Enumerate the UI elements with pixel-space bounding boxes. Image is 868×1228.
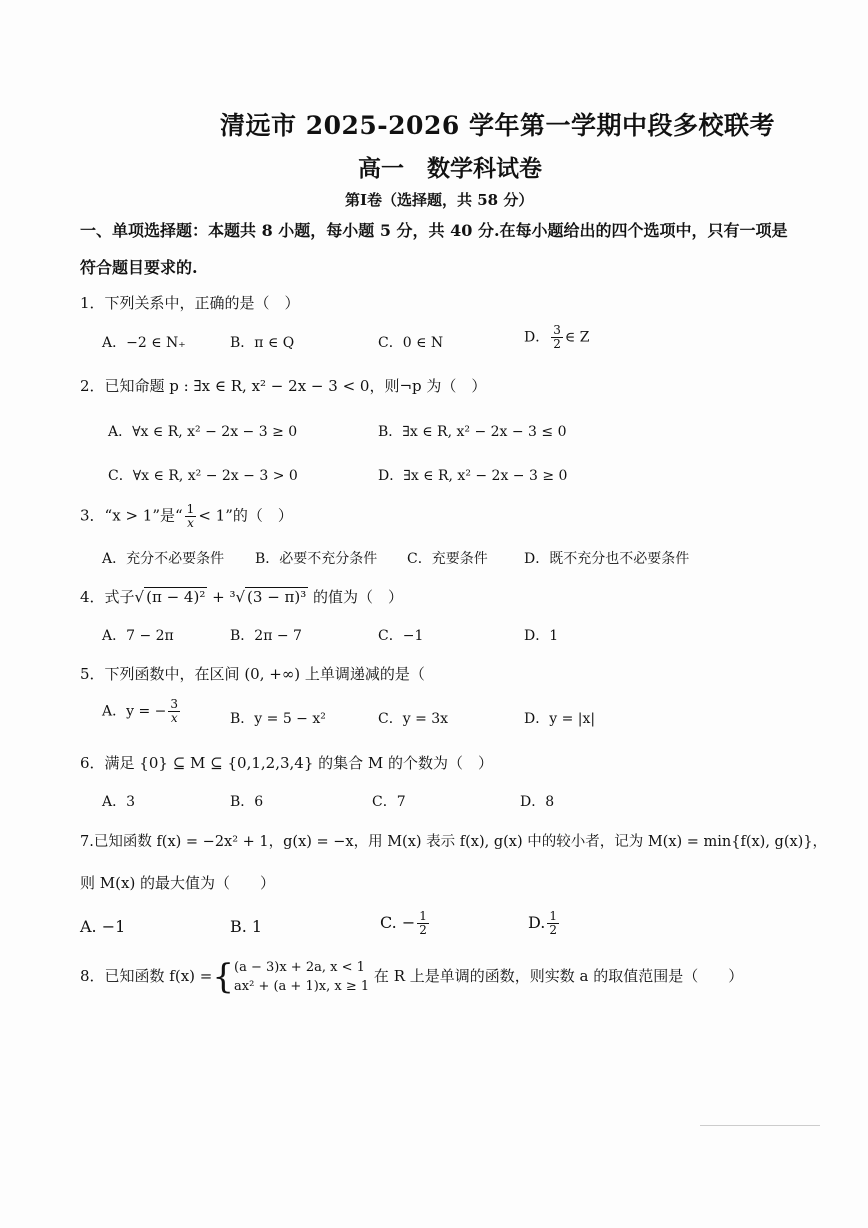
q7-c-den: 2 <box>419 923 427 937</box>
q7-option-b: B. 1 <box>230 917 263 936</box>
q7-option-d <box>528 910 561 937</box>
q5-a-num: 3 <box>170 697 179 711</box>
q1-option-c: C．0 ∈ N <box>378 335 444 351</box>
q1-option-a: A．−2 ∈ N₊ <box>102 335 186 351</box>
cube-root-symbol: ³√ <box>229 588 246 606</box>
q3-option-a: A．充分不必要条件 <box>102 551 225 567</box>
question-7-stem: 7.已知函数 f(x) = −2x² + 1，g(x) = −x，用 M(x) 表示 f(x), g(x) 中的较小者，记为 M(x) = min{f(x), g(x)}， <box>80 834 828 850</box>
q4-radicand-2: (3 − π)³ <box>247 588 307 606</box>
exam-subtitle: 高一 数学科试卷 <box>358 155 542 182</box>
q7-d-den: 2 <box>549 923 557 937</box>
q4-plus: + <box>207 588 230 606</box>
q2-option-a: A．∀x ∈ R, x² − 2x − 3 ≥ 0 <box>108 424 298 440</box>
q4-option-a: A．7 − 2π <box>102 628 174 644</box>
q2-option-d: D．∃x ∈ R, x² − 2x − 3 ≥ 0 <box>378 468 568 484</box>
q4-stem-post: 的值为（ ） <box>308 588 404 606</box>
q7-c-fraction <box>417 910 429 937</box>
q4-radicand-1: (π − 4)² <box>146 588 206 606</box>
q6-option-a: A．3 <box>102 794 136 810</box>
question-4-stem <box>80 586 403 607</box>
question-7-stem-cont: 则 M(x) 的最大值为（ ） <box>80 874 276 892</box>
q3-option-d: D．既不充分也不必要条件 <box>524 551 690 567</box>
question-1-stem: 1．下列关系中，正确的是（ ） <box>80 294 300 312</box>
q3-stem-pre: 3．“x > 1”是“ <box>80 506 183 525</box>
q4-option-d: D．1 <box>524 628 559 644</box>
q1-option-d <box>524 324 589 351</box>
section-heading: 一、单项选择题：本题共 8 小题，每小题 5 分，共 40 分.在每小题给出的四个选项中，只有一项是 <box>80 221 788 240</box>
q7-c-num: 1 <box>419 909 427 923</box>
question-2-stem: 2．已知命题 p : ∃x ∈ R, x² − 2x − 3 < 0，则¬p 为（ ） <box>80 377 487 395</box>
q7-d-num: 1 <box>549 909 557 923</box>
scan-artifact-line <box>700 1125 820 1126</box>
section-heading-cont: 符合题目要求的. <box>80 258 198 277</box>
q2-option-c: C．∀x ∈ R, x² − 2x − 3 > 0 <box>108 468 298 484</box>
q6-option-b: B．6 <box>230 794 264 810</box>
q7-option-a: A. −1 <box>80 917 126 936</box>
q6-option-d: D．8 <box>520 794 555 810</box>
q6-option-c: C．7 <box>372 794 406 810</box>
q2-option-b: B．∃x ∈ R, x² − 2x − 3 ≤ 0 <box>378 424 567 440</box>
q3-fraction <box>185 503 197 530</box>
q8-case-1: (a − 3)x + 2a, x < 1 <box>234 960 365 975</box>
q7-c-pre: C. − <box>380 913 416 932</box>
q3-option-c: C．充要条件 <box>407 551 488 567</box>
q5-option-a <box>102 698 182 725</box>
q8-cases <box>234 958 369 996</box>
q1-d-den: 2 <box>553 337 561 351</box>
question-3-stem <box>80 503 293 530</box>
q5-option-d: D．y = |x| <box>524 711 596 727</box>
q3-den: x <box>187 516 194 530</box>
q1-d-num: 3 <box>553 323 561 337</box>
question-8-stem <box>80 958 743 996</box>
q8-stem-pre: 8．已知函数 f(x) = <box>80 967 213 985</box>
brace-symbol: { <box>212 957 235 997</box>
q4-option-b: B．2π − 7 <box>230 628 302 644</box>
question-6-stem: 6．满足 {0} ⊆ M ⊆ {0,1,2,3,4} 的集合 M 的个数为（ ） <box>80 754 494 772</box>
q3-stem-post: < 1”的（ ） <box>198 506 293 525</box>
q7-option-c <box>380 910 431 937</box>
q1-d-fraction <box>551 324 563 351</box>
q5-a-fraction <box>168 698 180 725</box>
q1-d-tail: ∈ Z <box>564 329 590 346</box>
exam-title: 清远市 2025-2026 学年第一学期中段多校联考 <box>220 111 775 140</box>
q8-case-2: ax² + (a + 1)x, x ≥ 1 <box>234 979 370 994</box>
q7-d-fraction <box>547 910 559 937</box>
q8-stem-post: 在 R 上是单调的函数，则实数 a 的取值范围是（ ） <box>369 967 744 985</box>
q3-option-b: B．必要不充分条件 <box>255 551 378 567</box>
q5-option-b: B．y = 5 − x² <box>230 711 326 727</box>
q1-option-b: B．π ∈ Q <box>230 335 295 351</box>
sqrt-symbol: √ <box>134 588 145 606</box>
q5-option-c: C．y = 3x <box>378 711 449 727</box>
part-heading: 第Ⅰ卷（选择题，共 58 分） <box>345 191 534 209</box>
q4-option-c: C．−1 <box>378 628 424 644</box>
q5-a-pre: A．y = − <box>102 703 167 720</box>
q1-d-label: D． <box>524 329 550 346</box>
question-5-stem: 5．下列函数中，在区间 (0, +∞) 上单调递减的是（ <box>80 665 425 683</box>
q3-num: 1 <box>186 502 195 516</box>
q5-a-den: x <box>170 711 178 725</box>
q4-stem-pre: 4．式子 <box>80 588 135 606</box>
q7-d-pre: D. <box>528 913 546 932</box>
